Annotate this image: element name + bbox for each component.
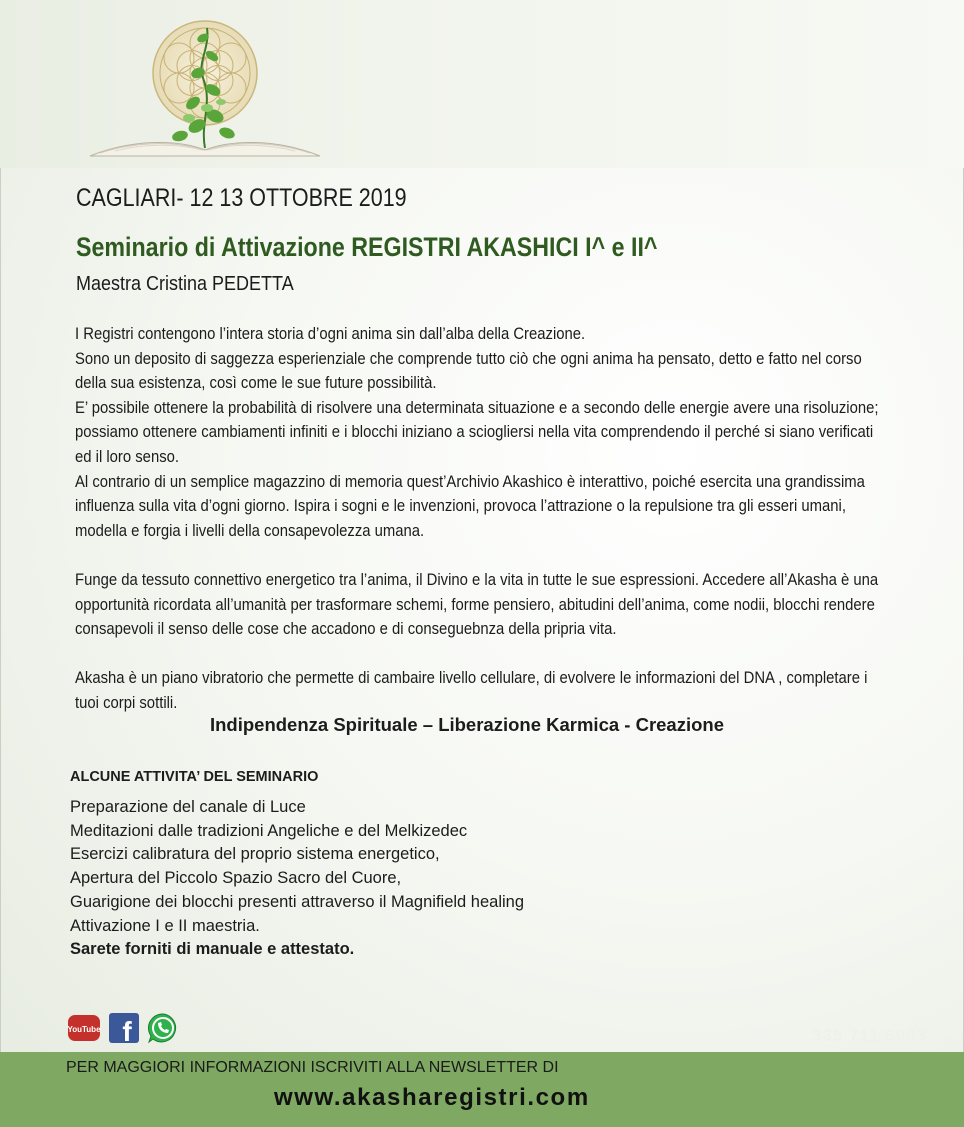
- list-item: Esercizi calibratura del proprio sistema energetico,: [70, 845, 440, 864]
- flower-of-life-book-logo: [85, 18, 325, 158]
- facebook-icon[interactable]: [108, 1012, 140, 1044]
- paragraph-gap: [75, 543, 885, 568]
- paragraph: Akasha è un piano vibratorio che permette di cambaire livello cellulare, di evolvere le informazioni del DNA , completare i tuoi corpi sottili.: [75, 669, 868, 712]
- teacher-name: Maestra Cristina PEDETTA: [76, 273, 294, 295]
- whatsapp-icon[interactable]: [147, 1012, 179, 1044]
- list-item: Attivazione I e II maestria.: [70, 916, 260, 935]
- list-item: Preparazione del canale di Luce: [70, 798, 306, 816]
- facebook-icon-label: f: [122, 1016, 132, 1044]
- motto: Indipendenza Spirituale – Liberazione Karmica - Creazione: [209, 714, 725, 735]
- website-link[interactable]: www.akasharegistri.com: [274, 1084, 590, 1111]
- paragraph: Al contrario di un semplice magazzino di memoria quest’Archivio Akashico è interattivo, poiché esercita una grandissima influenza sulla vita d’ogni giorno. Ispira i sogni e le invenzioni, provoca l’attrazione o la repulsione tra gli esseri umani, modella e forgia i livelli della consapevolezza umana.: [75, 472, 865, 540]
- paragraph: E’ possibile ottenere la probabilità di risolvere una determinata situazione e a secondo delle energie avere una risoluzione; possiamo ottenere cambiamenti infiniti e i blocchi iniziano a sciogliersi nella vita comprendendo il perché si siano verificati ed il loro senso.: [75, 398, 879, 466]
- paragraph: I Registri contengono l’intera storia d’ogni anima sin dall’alba della Creazione.: [75, 325, 586, 343]
- closing-note: Sarete forniti di manuale e attestato.: [70, 940, 355, 959]
- phone-number: 335 711 6003: [812, 1026, 928, 1045]
- youtube-icon[interactable]: [67, 1012, 101, 1044]
- seminar-title: Seminario di Attivazione REGISTRI AKASHICI I^ e II^: [76, 232, 658, 262]
- paragraph-gap: [75, 642, 885, 667]
- list-item: Meditazioni dalle tradizioni Angeliche e del Melkizedec: [70, 821, 468, 840]
- description-text: [75, 322, 885, 716]
- list-item: Apertura del Piccolo Spazio Sacro del Cuore,: [70, 869, 402, 888]
- event-date-location: CAGLIARI- 12 13 OTTOBRE 2019: [76, 184, 407, 212]
- activities-list: [70, 796, 524, 962]
- list-item: Guarigione dei blocchi presenti attraverso il Magnifield healing: [70, 892, 525, 911]
- youtube-icon-label: YouTube: [67, 1025, 101, 1034]
- paragraph: Sono un deposito di saggezza esperienziale che comprende tutto ciò che ogni anima ha pensato, detto e fatto nel corso della sua esistenza, così come le sue future possibilità.: [75, 349, 862, 393]
- paragraph: Funge da tessuto connettivo energetico tra l’anima, il Divino e la vita in tutte le sue espressioni. Accedere all’Akasha è una opportunità ricordata all’umanità per trasformare schemi, forme pensiero, abitudini dell’anima, come nodii, blocchi rendere consapevoli il senso delle cose che accadono e di conseguebnza della pripria vita.: [75, 570, 879, 639]
- activities-heading: ALCUNE ATTIVITA’ DEL SEMINARIO: [70, 769, 319, 785]
- newsletter-text: PER MAGGIORI INFORMAZIONI ISCRIVITI ALLA NEWSLETTER DI: [66, 1059, 559, 1076]
